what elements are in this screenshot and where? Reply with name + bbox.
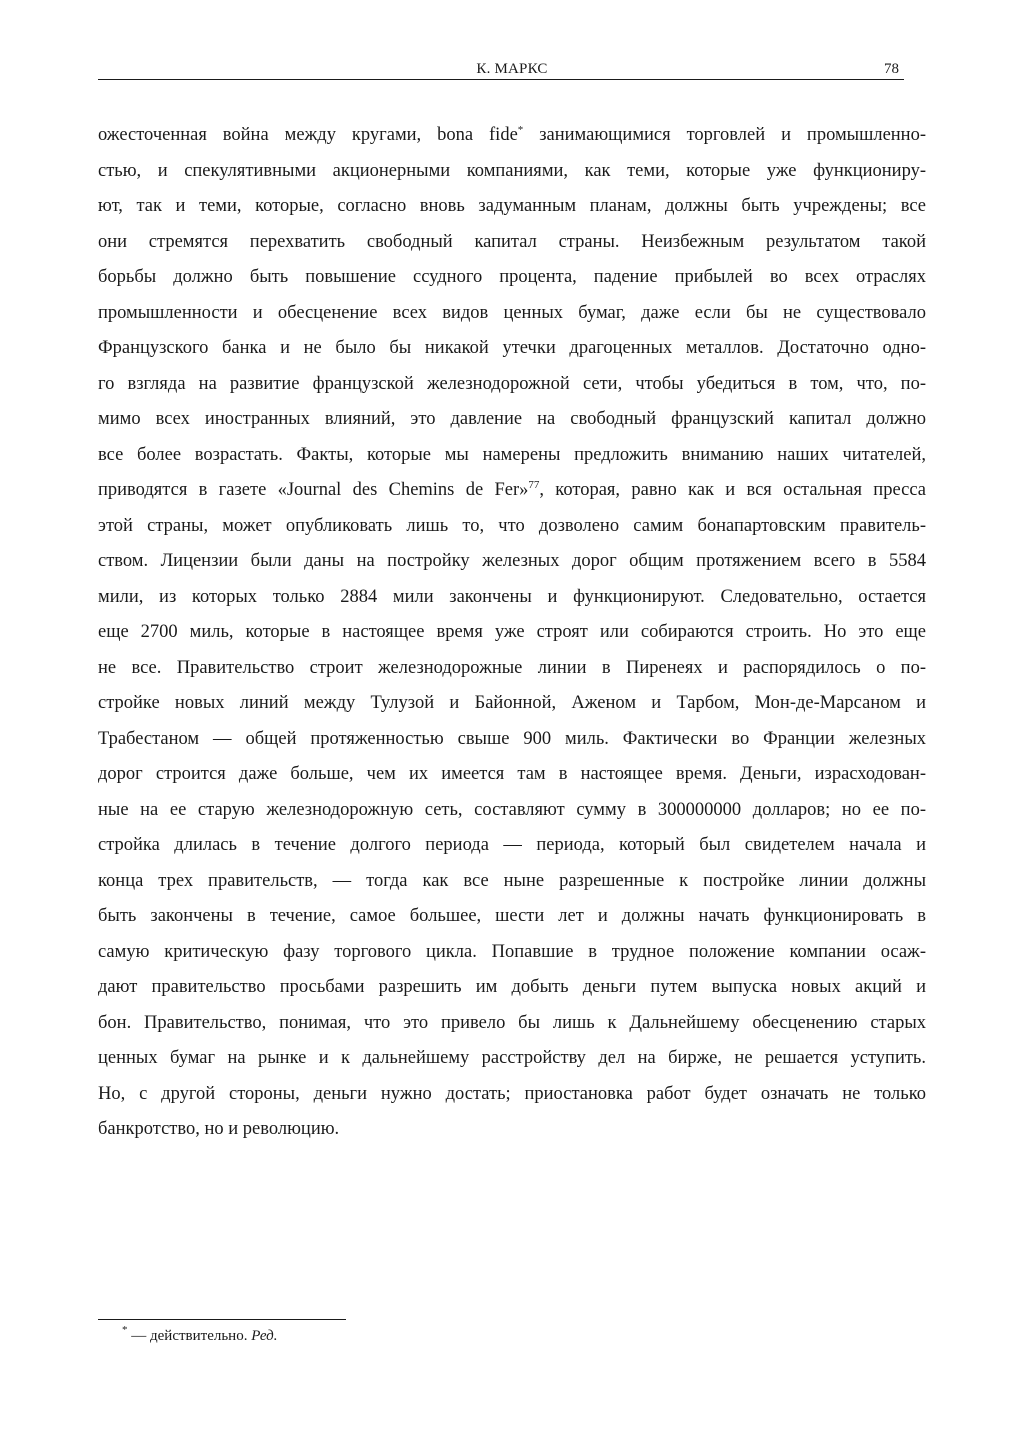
footnote-marker: * bbox=[122, 1324, 128, 1336]
text-line: ценных бумаг на рынке и к дальнейшему расстройству дел на бирже, не решается уступить. bbox=[98, 1048, 926, 1068]
text-line: самую критическую фазу торгового цикла. Попавшие в трудное положение компании осаж- bbox=[98, 941, 926, 962]
text-line: го взгляда на развитие французской железнодорожной сети, чтобы убедиться в том, что, по- bbox=[98, 373, 926, 394]
text-line: Но, с другой стороны, деньги нужно достать; приостановка работ будет означать не только bbox=[98, 1083, 926, 1104]
text-line-last: банкротство, но и революцию. bbox=[98, 1119, 340, 1139]
text-line: дорог строится даже больше, чем их имеется там в настоящее время. Деньги, израсходован- bbox=[98, 764, 926, 784]
text-line: не все. Правительство строит железнодорожные линии в Пиренеях и распорядилось о по- bbox=[98, 657, 926, 678]
header-rule bbox=[98, 79, 904, 80]
text-line: приводятся в газете «Journal des Chemins de Fer»$^{77}$, которая, равно как и вся остальная пресса bbox=[98, 479, 926, 500]
text-line: мимо всех иностранных влияний, это давление на свободный французский капитал должно bbox=[98, 409, 926, 429]
text-line: борьбы должно быть повышение ссудного процента, падение прибылей во всех отраслях bbox=[98, 267, 926, 287]
text-line: Трабестаном — общей протяженностью свыше 900 миль. Фактически во Франции железных bbox=[98, 728, 926, 749]
page-number: 78 bbox=[884, 61, 899, 77]
text-line: стройка длилась в течение долгого периода — периода, который был свидетелем начала и bbox=[98, 835, 926, 855]
text-line: они стремятся перехватить свободный капитал страны. Неизбежным результатом такой bbox=[98, 231, 926, 252]
text-line: промышленности и обесценение всех видов ценных бумаг, даже если бы не существовало bbox=[98, 302, 926, 323]
text-line: мили, из которых только 2884 мили закончены и функционируют. Следовательно, остается bbox=[98, 586, 926, 607]
text-line: ожесточенная война между кругами, bona fide* занимающимися торговлей и промышленно- bbox=[98, 124, 926, 145]
text-line: бон. Правительство, понимая, что это привело бы лишь к Дальнейшему обесценению старых bbox=[98, 1012, 926, 1033]
endnote-reference[interactable]: 77 bbox=[528, 479, 540, 491]
text-line: ют, так и теми, которые, согласно вновь задуманным планам, должны быть учреждены; все bbox=[98, 196, 926, 216]
text-line: ные на ее старую железнодорожную сеть, составляют сумму в 300000000 долларов; но ее по- bbox=[98, 799, 926, 820]
footnote bbox=[122, 1324, 278, 1345]
text-line: быть закончены в течение, самое большее, шести лет и должны начать функционировать в bbox=[98, 906, 926, 926]
footnote-marker[interactable]: * bbox=[517, 124, 524, 136]
body-text bbox=[98, 118, 926, 1148]
text-line: Французского банка и не было бы никакой утечки драгоценных металлов. Достаточно одно- bbox=[98, 338, 926, 358]
text-line: стью, и спекулятивными акционерными компаниями, как теми, которые уже функциониру- bbox=[98, 160, 926, 181]
text-line: еще 2700 миль, которые в настоящее время уже строят или собираются строить. Но это еще bbox=[98, 622, 926, 642]
text-line: этой страны, может опубликовать лишь то, что дозволено самим бонапартовским правитель- bbox=[98, 515, 926, 536]
text-line: стройке новых линий между Тулузой и Байонной, Аженом и Тарбом, Мон-де-Марсаном и bbox=[98, 693, 926, 713]
text-line: дают правительство просьбами разрешить им добыть деньги путем выпуска новых акций и bbox=[98, 977, 926, 997]
text-line: конца трех правительств, — тогда как все ныне разрешенные к постройке линии должны bbox=[98, 870, 926, 891]
footnote-rule bbox=[98, 1319, 346, 1320]
text-line: ством. Лицензии были даны на постройку железных дорог общим протяжением всего в 5584 bbox=[98, 551, 926, 571]
footnote-editor: Ред. bbox=[251, 1328, 278, 1344]
footnote-text: — действительно. bbox=[127, 1328, 252, 1344]
header-title: К. МАРКС bbox=[476, 61, 548, 77]
text-line: все более возрастать. Факты, которые мы намерены предложить вниманию наших читателей, bbox=[98, 444, 926, 465]
